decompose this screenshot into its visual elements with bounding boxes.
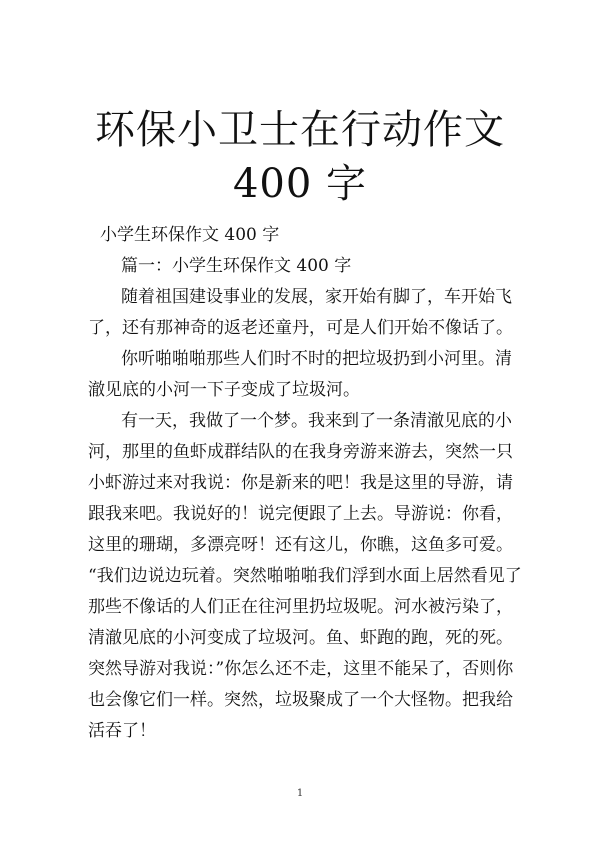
body-line-1: 随着祖国建设事业的发展，家开始有脚了，车开始飞 (121, 287, 512, 307)
subtitle-line: 小学生环保作文 400 字 (100, 225, 280, 245)
body-line-3: 你听啪啪啪那些人们时不时的把垃圾扔到小河里。清 (121, 349, 512, 369)
body-line-7: 小虾游过来对我说：你是新来的吧！我是这里的导游，请 (88, 473, 513, 493)
body-line-2: 了，还有那神奇的返老还童丹，可是人们开始不像话了。 (88, 318, 513, 338)
body-line-12: 清澈见底的小河变成了垃圾河。鱼、虾跑的跑，死的死。 (88, 628, 513, 648)
body-line-11: 那些不像话的人们正在往河里扔垃圾呢。河水被污染了， (88, 597, 513, 617)
body-line-4: 澈见底的小河一下子变成了垃圾河。 (88, 380, 360, 400)
body-line-5: 有一天，我做了一个梦。我来到了一条清澈见底的小 (121, 411, 512, 431)
body-line-9: 这里的珊瑚，多漂亮呀！还有这儿，你瞧，这鱼多可爱。 (88, 535, 513, 555)
body-line-6: 河，那里的鱼虾成群结队的在我身旁游来游去，突然一只 (88, 442, 513, 462)
body-line-14: 也会像它们一样。突然，垃圾聚成了一个大怪物。把我给 (88, 690, 513, 710)
document-title-line-2: 400 字 (232, 161, 368, 207)
body-line-15: 活吞了！ (88, 721, 156, 741)
page-number: 1 (296, 788, 304, 799)
body-line-13: 突然导游对我说：”你怎么还不走，这里不能呆了，否则你 (88, 659, 514, 679)
document-title-line-1: 环保小卫士在行动作文 (95, 107, 505, 153)
body-line-10: “我们边说边玩着。突然啪啪啪我们浮到水面上居然看见了 (88, 566, 522, 586)
section-heading: 篇一：小学生环保作文 400 字 (121, 256, 352, 276)
body-line-8: 跟我来吧。我说好的！说完便跟了上去。导游说：你看， (88, 504, 513, 524)
